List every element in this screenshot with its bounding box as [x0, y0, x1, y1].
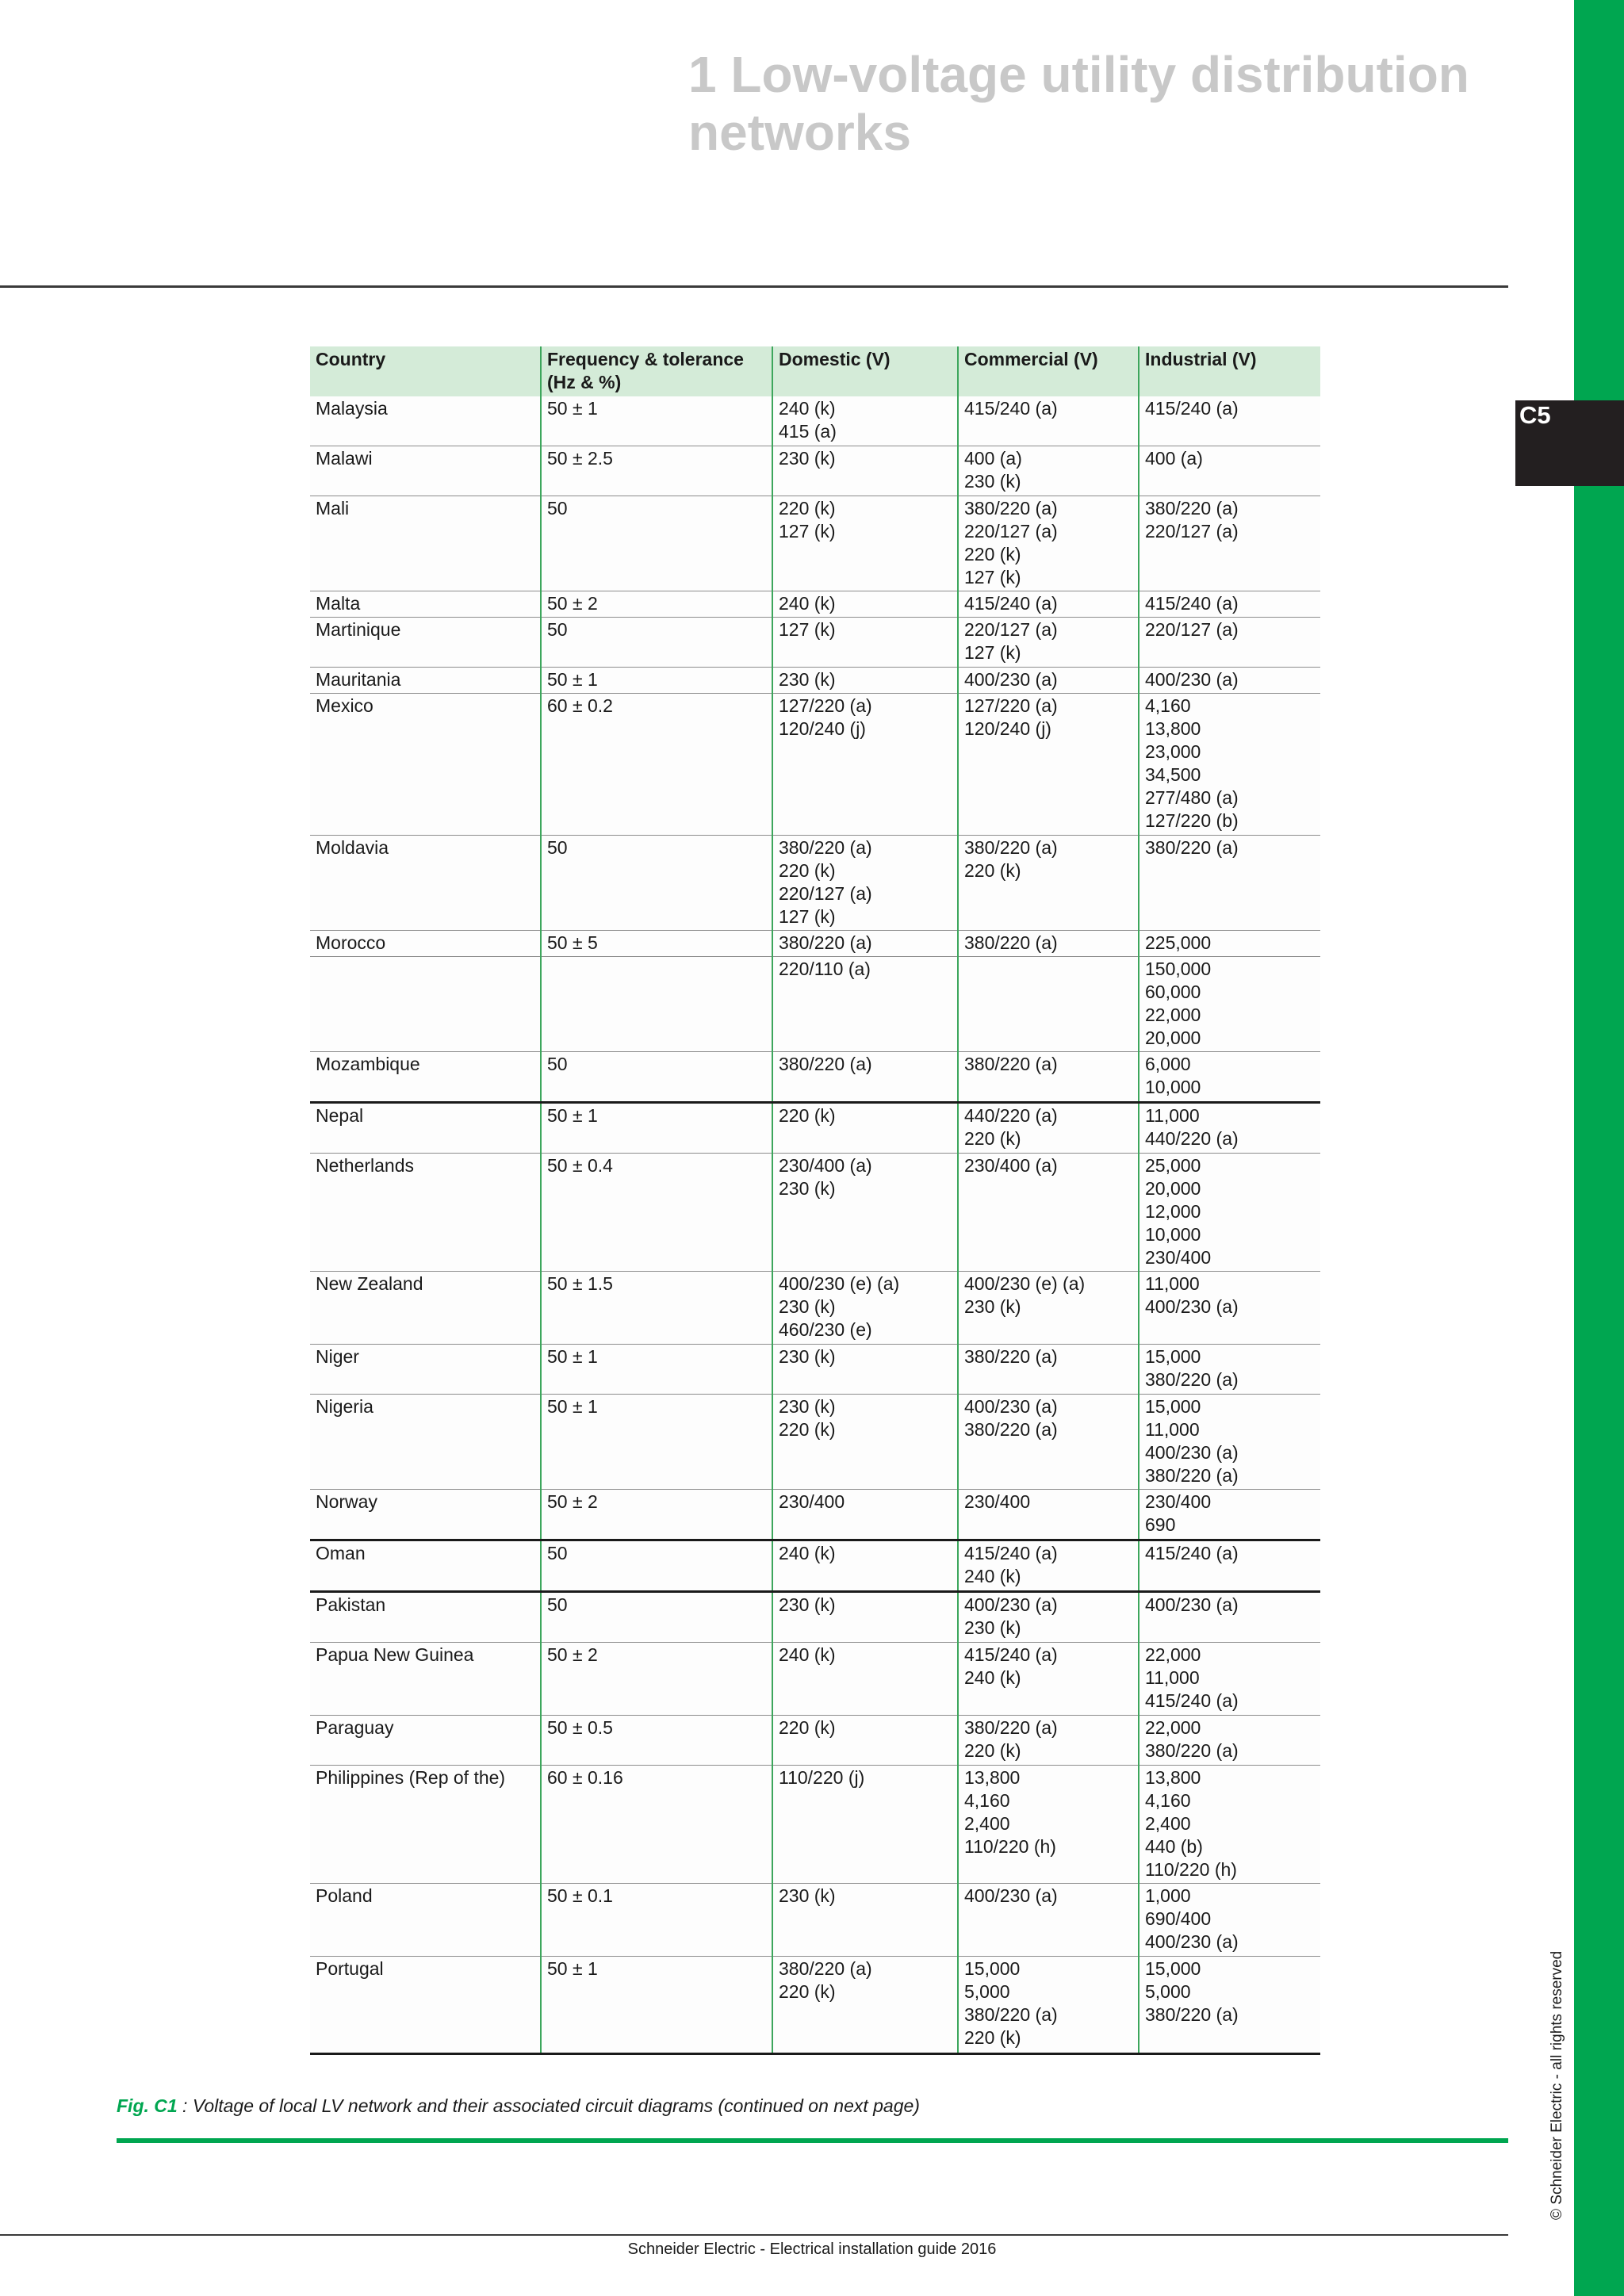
cell-country: Oman	[310, 1540, 541, 1592]
cell-commercial: 380/220 (a) 220 (k)	[958, 836, 1139, 931]
cell-frequency: 50 ± 1.5	[541, 1272, 772, 1345]
table-row	[310, 1592, 1320, 1643]
cell-commercial: 127/220 (a) 120/240 (j)	[958, 694, 1139, 836]
cell-domestic: 380/220 (a) 220 (k)	[772, 1957, 958, 2054]
table-header-row	[310, 346, 1320, 396]
column-header-domestic: Domestic (V)	[772, 346, 958, 396]
cell-domestic: 110/220 (j)	[772, 1766, 958, 1884]
cell-frequency: 50	[541, 618, 772, 668]
cell-domestic: 220 (k)	[772, 1103, 958, 1154]
cell-commercial: 380/220 (a)	[958, 1052, 1139, 1103]
cell-commercial: 415/240 (a) 240 (k)	[958, 1540, 1139, 1592]
cell-commercial: 400/230 (a) 380/220 (a)	[958, 1395, 1139, 1490]
cell-frequency: 50 ± 2	[541, 591, 772, 618]
cell-industrial: 22,000 380/220 (a)	[1139, 1716, 1320, 1766]
cell-industrial: 415/240 (a)	[1139, 591, 1320, 618]
table-row	[310, 957, 1320, 1052]
cell-commercial: 220/127 (a) 127 (k)	[958, 618, 1139, 668]
cell-industrial: 230/400 690	[1139, 1490, 1320, 1540]
column-header-country: Country	[310, 346, 541, 396]
cell-industrial: 15,000 11,000 400/230 (a) 380/220 (a)	[1139, 1395, 1320, 1490]
table-row	[310, 668, 1320, 694]
cell-country: Niger	[310, 1345, 541, 1395]
cell-industrial: 225,000	[1139, 931, 1320, 957]
cell-domestic: 230 (k)	[772, 1592, 958, 1643]
cell-commercial: 400 (a) 230 (k)	[958, 446, 1139, 496]
cell-industrial: 150,000 60,000 22,000 20,000	[1139, 957, 1320, 1052]
side-accent-bar	[1574, 0, 1624, 2296]
cell-domestic: 127 (k)	[772, 618, 958, 668]
section-tab: C5	[1515, 400, 1624, 486]
cell-domestic: 220 (k)	[772, 1716, 958, 1766]
table-row	[310, 496, 1320, 591]
table-row	[310, 1345, 1320, 1395]
column-header-commercial: Commercial (V)	[958, 346, 1139, 396]
cell-industrial: 400/230 (a)	[1139, 1592, 1320, 1643]
cell-country: Nepal	[310, 1103, 541, 1154]
table-row	[310, 1052, 1320, 1103]
cell-frequency: 50 ± 1	[541, 1345, 772, 1395]
cell-frequency: 50 ± 0.5	[541, 1716, 772, 1766]
table-row	[310, 1490, 1320, 1540]
cell-country: Mozambique	[310, 1052, 541, 1103]
cell-commercial: 415/240 (a)	[958, 591, 1139, 618]
cell-domestic: 400/230 (e) (a) 230 (k) 460/230 (e)	[772, 1272, 958, 1345]
cell-commercial: 230/400	[958, 1490, 1139, 1540]
cell-country	[310, 957, 541, 1052]
cell-domestic: 230 (k)	[772, 1345, 958, 1395]
cell-industrial: 13,800 4,160 2,400 440 (b) 110/220 (h)	[1139, 1766, 1320, 1884]
cell-domestic: 230 (k)	[772, 668, 958, 694]
cell-domestic: 230/400	[772, 1490, 958, 1540]
cell-country: Malaysia	[310, 396, 541, 446]
cell-country: Moldavia	[310, 836, 541, 931]
cell-country: Morocco	[310, 931, 541, 957]
cell-industrial: 415/240 (a)	[1139, 396, 1320, 446]
cell-industrial: 6,000 10,000	[1139, 1052, 1320, 1103]
cell-domestic: 240 (k)	[772, 1540, 958, 1592]
cell-domestic: 230 (k)	[772, 1884, 958, 1957]
table-row	[310, 618, 1320, 668]
cell-industrial: 380/220 (a)	[1139, 836, 1320, 931]
table-row	[310, 591, 1320, 618]
cell-commercial: 15,000 5,000 380/220 (a) 220 (k)	[958, 1957, 1139, 2054]
cell-commercial: 400/230 (a)	[958, 1884, 1139, 1957]
cell-frequency: 50	[541, 1540, 772, 1592]
column-header-industrial: Industrial (V)	[1139, 346, 1320, 396]
cell-industrial: 220/127 (a)	[1139, 618, 1320, 668]
cell-country: Mexico	[310, 694, 541, 836]
cell-country: Malta	[310, 591, 541, 618]
table-row	[310, 836, 1320, 931]
cell-domestic: 380/220 (a)	[772, 931, 958, 957]
cell-frequency: 50	[541, 496, 772, 591]
cell-domestic: 220 (k) 127 (k)	[772, 496, 958, 591]
figure-caption-text: : Voltage of local LV network and their associated circuit diagrams (continued on next page)	[177, 2095, 920, 2116]
cell-country: Papua New Guinea	[310, 1643, 541, 1716]
cell-frequency: 50 ± 0.1	[541, 1884, 772, 1957]
table-row	[310, 396, 1320, 446]
cell-frequency: 50 ± 1	[541, 1957, 772, 2054]
cell-domestic: 380/220 (a)	[772, 1052, 958, 1103]
copyright-notice: © Schneider Electric - all rights reserved	[1549, 1950, 1565, 2220]
cell-commercial: 380/220 (a) 220/127 (a) 220 (k) 127 (k)	[958, 496, 1139, 591]
cell-commercial: 380/220 (a) 220 (k)	[958, 1716, 1139, 1766]
voltage-table	[310, 346, 1320, 2055]
table-row	[310, 1540, 1320, 1592]
table-row	[310, 694, 1320, 836]
cell-domestic: 230/400 (a) 230 (k)	[772, 1154, 958, 1272]
cell-frequency: 50	[541, 836, 772, 931]
cell-country: Philippines (Rep of the)	[310, 1766, 541, 1884]
cell-industrial: 22,000 11,000 415/240 (a)	[1139, 1643, 1320, 1716]
cell-frequency: 50 ± 1	[541, 1395, 772, 1490]
page-footer: Schneider Electric - Electrical installation guide 2016	[627, 2241, 997, 2258]
table-row	[310, 931, 1320, 957]
cell-frequency: 50 ± 1	[541, 396, 772, 446]
cell-commercial: 400/230 (a)	[958, 668, 1139, 694]
cell-country: Portugal	[310, 1957, 541, 2054]
cell-country: Mali	[310, 496, 541, 591]
cell-industrial: 400/230 (a)	[1139, 668, 1320, 694]
cell-frequency	[541, 957, 772, 1052]
cell-industrial: 4,160 13,800 23,000 34,500 277/480 (a) 127/220 (b)	[1139, 694, 1320, 836]
cell-country: Poland	[310, 1884, 541, 1957]
cell-frequency: 50 ± 0.4	[541, 1154, 772, 1272]
caption-divider	[117, 2138, 1508, 2143]
cell-industrial: 15,000 5,000 380/220 (a)	[1139, 1957, 1320, 2054]
cell-domestic: 230 (k)	[772, 446, 958, 496]
cell-country: Paraguay	[310, 1716, 541, 1766]
cell-industrial: 15,000 380/220 (a)	[1139, 1345, 1320, 1395]
cell-frequency: 60 ± 0.2	[541, 694, 772, 836]
cell-domestic: 240 (k) 415 (a)	[772, 396, 958, 446]
cell-industrial: 400 (a)	[1139, 446, 1320, 496]
table-row	[310, 1395, 1320, 1490]
cell-domestic: 230 (k) 220 (k)	[772, 1395, 958, 1490]
cell-industrial: 11,000 400/230 (a)	[1139, 1272, 1320, 1345]
cell-commercial: 400/230 (a) 230 (k)	[958, 1592, 1139, 1643]
cell-commercial: 380/220 (a)	[958, 931, 1139, 957]
cell-country: Martinique	[310, 618, 541, 668]
table-row	[310, 1643, 1320, 1716]
cell-industrial: 415/240 (a)	[1139, 1540, 1320, 1592]
cell-domestic: 240 (k)	[772, 591, 958, 618]
table-row	[310, 1884, 1320, 1957]
cell-frequency: 50	[541, 1592, 772, 1643]
table-row	[310, 1766, 1320, 1884]
cell-country: Malawi	[310, 446, 541, 496]
cell-country: Mauritania	[310, 668, 541, 694]
cell-country: Nigeria	[310, 1395, 541, 1490]
cell-domestic: 127/220 (a) 120/240 (j)	[772, 694, 958, 836]
table-row	[310, 446, 1320, 496]
figure-caption	[117, 2095, 920, 2117]
cell-industrial: 380/220 (a) 220/127 (a)	[1139, 496, 1320, 591]
cell-commercial: 415/240 (a) 240 (k)	[958, 1643, 1139, 1716]
cell-domestic: 380/220 (a) 220 (k) 220/127 (a) 127 (k)	[772, 836, 958, 931]
cell-frequency: 50 ± 2	[541, 1490, 772, 1540]
chapter-title: 1 Low-voltage utility distribution networks	[688, 46, 1469, 161]
cell-commercial: 415/240 (a)	[958, 396, 1139, 446]
cell-commercial: 400/230 (e) (a) 230 (k)	[958, 1272, 1139, 1345]
cell-commercial: 380/220 (a)	[958, 1345, 1139, 1395]
cell-domestic: 240 (k)	[772, 1643, 958, 1716]
table-row	[310, 1154, 1320, 1272]
cell-country: Norway	[310, 1490, 541, 1540]
cell-frequency: 50	[541, 1052, 772, 1103]
cell-frequency: 50 ± 2.5	[541, 446, 772, 496]
cell-country: Pakistan	[310, 1592, 541, 1643]
cell-country: New Zealand	[310, 1272, 541, 1345]
cell-commercial: 13,800 4,160 2,400 110/220 (h)	[958, 1766, 1139, 1884]
column-header-frequency: Frequency & tolerance (Hz & %)	[541, 346, 772, 396]
cell-frequency: 50 ± 1	[541, 668, 772, 694]
table-row	[310, 1103, 1320, 1154]
cell-commercial	[958, 957, 1139, 1052]
title-divider	[0, 285, 1508, 288]
cell-frequency: 50 ± 5	[541, 931, 772, 957]
cell-frequency: 50 ± 1	[541, 1103, 772, 1154]
table-row	[310, 1716, 1320, 1766]
table-row	[310, 1957, 1320, 2054]
cell-commercial: 230/400 (a)	[958, 1154, 1139, 1272]
cell-frequency: 60 ± 0.16	[541, 1766, 772, 1884]
table-row	[310, 1272, 1320, 1345]
cell-industrial: 25,000 20,000 12,000 10,000 230/400	[1139, 1154, 1320, 1272]
figure-label: Fig. C1	[117, 2095, 178, 2116]
footer-divider	[0, 2234, 1508, 2236]
cell-commercial: 440/220 (a) 220 (k)	[958, 1103, 1139, 1154]
cell-frequency: 50 ± 2	[541, 1643, 772, 1716]
cell-industrial: 11,000 440/220 (a)	[1139, 1103, 1320, 1154]
cell-domestic: 220/110 (a)	[772, 957, 958, 1052]
cell-country: Netherlands	[310, 1154, 541, 1272]
cell-industrial: 1,000 690/400 400/230 (a)	[1139, 1884, 1320, 1957]
